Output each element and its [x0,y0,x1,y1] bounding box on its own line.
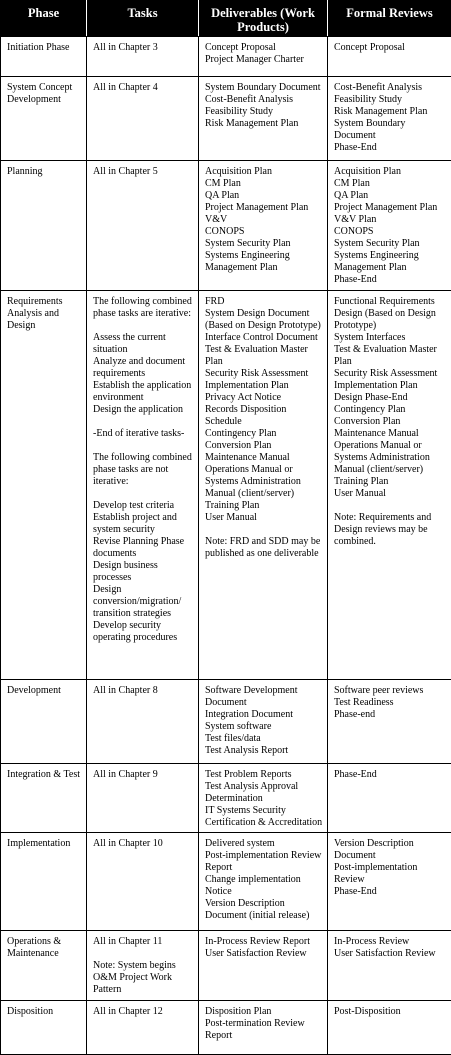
deliverable-line: Interface Control Document [205,332,323,344]
table-row [1,764,451,833]
task-line: Develop test criteria [93,500,194,512]
deliverables-cell [199,764,328,833]
review-line: Cost-Benefit Analysis [334,82,447,94]
deliverable-line: System Boundary Document Cost-Benefit Analysis [205,82,323,106]
formal-reviews-cell [328,161,451,291]
phase-name: Operations & Maintenance [7,936,82,960]
review-line: System Boundary Document [334,118,447,142]
deliverables-cell [199,291,328,680]
deliverables-cell [199,833,328,931]
formal-reviews-cell [328,680,451,764]
header-phase: Phase [1,1,87,37]
deliverable-line: User Satisfaction Review [205,948,323,960]
phase-cell [1,37,87,77]
review-line: Concept Proposal [334,42,447,54]
table-row [1,931,451,1001]
deliverable-line: Version Description Document (initial release) [205,898,323,922]
deliverable-line: Contingency Plan [205,428,323,440]
task-line: Establish project and system security [93,512,194,536]
phase-cell [1,77,87,161]
deliverable-line: Note: FRD and SDD may be published as one deliverable [205,536,323,560]
tasks-cell [87,833,199,931]
review-line: System Interfaces [334,332,447,344]
review-line: In-Process Review [334,936,447,948]
task-line: All in Chapter 9 [93,769,194,781]
spacer [93,488,194,500]
phase-cell [1,1001,87,1055]
formal-reviews-cell [328,833,451,931]
table-row [1,77,451,161]
formal-reviews-cell [328,764,451,833]
review-line: Version Description Document [334,838,447,862]
task-line: Design the application [93,404,194,416]
review-line: Post-Disposition [334,1006,447,1018]
deliverable-line: CM Plan [205,178,323,190]
task-line: Design business processes [93,560,194,584]
task-line: -End of iterative tasks- [93,428,194,440]
deliverables-cell [199,680,328,764]
deliverable-line: Operations Manual or Systems Administration Manual (client/server) [205,464,323,500]
task-line: Establish the application environment [93,380,194,404]
review-line: Security Risk Assessment [334,368,447,380]
table-header [1,1,451,37]
deliverable-line: Concept Proposal [205,42,323,54]
deliverable-line: Privacy Act Notice [205,392,323,404]
review-line: Operations Manual or Systems Administration Manual (client/server) [334,440,447,476]
table-row [1,37,451,77]
deliverables-cell [199,37,328,77]
phase-cell [1,764,87,833]
task-line: All in Chapter 10 [93,838,194,850]
deliverable-line: QA Plan [205,190,323,202]
phase-name: Planning [7,166,82,178]
review-line: CONOPS [334,226,447,238]
review-line: V&V Plan [334,214,447,226]
table-row [1,291,451,680]
deliverables-cell [199,1001,328,1055]
deliverable-line: In-Process Review Report [205,936,323,948]
deliverable-line: Test Analysis Report [205,745,323,757]
task-line: Assess the current situation [93,332,194,356]
deliverable-line: Systems Engineering Management Plan [205,250,323,274]
phase-cell [1,931,87,1001]
deliverable-line: Delivered system [205,838,323,850]
phase-name: Requirements Analysis and Design [7,296,82,332]
review-line: User Manual [334,488,447,500]
deliverable-line: System Design Document (Based on Design Prototype) [205,308,323,332]
formal-reviews-cell [328,1001,451,1055]
task-line: The following combined phase tasks are not iterative: [93,452,194,488]
spacer [93,948,194,960]
review-line: Post-implementation Review [334,862,447,886]
phase-name: Integration & Test [7,769,82,781]
phase-cell [1,833,87,931]
deliverable-line: Conversion Plan [205,440,323,452]
review-line: Risk Management Plan [334,106,447,118]
header-row [1,1,451,37]
deliverable-line: Risk Management Plan [205,118,323,130]
phase-cell [1,680,87,764]
deliverable-line: V&V [205,214,323,226]
task-line: Analyze and document requirements [93,356,194,380]
formal-reviews-cell [328,931,451,1001]
phase-cell [1,291,87,680]
deliverable-line: Maintenance Manual [205,452,323,464]
review-line: Maintenance Manual [334,428,447,440]
spacer [205,524,323,536]
deliverable-line: Test files/data [205,733,323,745]
phase-name: Disposition [7,1006,82,1018]
deliverable-line: Implementation Plan [205,380,323,392]
review-line: Phase-End [334,769,447,781]
task-line: All in Chapter 4 [93,82,194,94]
tasks-cell [87,764,199,833]
deliverables-cell [199,931,328,1001]
task-line: Design conversion/migration/ transition strategies [93,584,194,620]
header-formal-reviews: Formal Reviews [328,1,451,37]
review-line: Phase-End [334,274,447,286]
review-line: QA Plan [334,190,447,202]
task-line: Develop security operating procedures [93,620,194,644]
phase-name: Implementation [7,838,82,850]
task-line: All in Chapter 8 [93,685,194,697]
tasks-cell [87,680,199,764]
table-row [1,833,451,931]
review-line: Implementation Plan [334,380,447,392]
tasks-cell [87,77,199,161]
review-line: Software peer reviews [334,685,447,697]
deliverables-cell [199,77,328,161]
review-line: Training Plan [334,476,447,488]
tasks-cell [87,161,199,291]
deliverable-line: Change implementation Notice [205,874,323,898]
task-line: All in Chapter 12 [93,1006,194,1018]
deliverable-line: Disposition Plan [205,1006,323,1018]
review-line: Test Readiness [334,697,447,709]
review-line: Design Phase-End [334,392,447,404]
review-line: Contingency Plan [334,404,447,416]
review-line: Systems Engineering Management Plan [334,250,447,274]
formal-reviews-cell [328,77,451,161]
header-deliverables: Deliverables (Work Products) [199,1,328,37]
review-line: User Satisfaction Review [334,948,447,960]
review-line: Feasibility Study [334,94,447,106]
deliverable-line: Test Analysis Approval Determination [205,781,323,805]
deliverable-line: Test Problem Reports [205,769,323,781]
deliverable-line: Acquisition Plan [205,166,323,178]
deliverable-line: User Manual [205,512,323,524]
review-line: Phase-End [334,142,447,154]
review-line: CM Plan [334,178,447,190]
deliverable-line: Project Manager Charter [205,54,323,66]
phase-name: Development [7,685,82,697]
deliverable-line: Project Management Plan [205,202,323,214]
spacer [93,440,194,452]
review-line: Acquisition Plan [334,166,447,178]
table-row [1,161,451,291]
review-line: Phase-end [334,709,447,721]
tasks-cell [87,291,199,680]
deliverable-line: Post-termination Review Report [205,1018,323,1042]
review-line: Phase-End [334,886,447,898]
review-line: Project Management Plan [334,202,447,214]
deliverable-line: Feasibility Study [205,106,323,118]
spacer [93,416,194,428]
table-row [1,680,451,764]
spacer [93,320,194,332]
deliverable-line: Post-implementation Review Report [205,850,323,874]
task-line: Note: System begins O&M Project Work Pattern [93,960,194,996]
formal-reviews-cell [328,291,451,680]
tasks-cell [87,1001,199,1055]
deliverable-line: Integration Document [205,709,323,721]
deliverable-line: System Security Plan [205,238,323,250]
phase-name: Initiation Phase [7,42,82,54]
deliverable-line: FRD [205,296,323,308]
header-tasks: Tasks [87,1,199,37]
review-line: Test & Evaluation Master Plan [334,344,447,368]
deliverables-cell [199,161,328,291]
task-line: All in Chapter 11 [93,936,194,948]
task-line: All in Chapter 3 [93,42,194,54]
review-line: Note: Requirements and Design reviews may be combined. [334,512,447,548]
formal-reviews-cell [328,37,451,77]
table-row [1,1001,451,1055]
tasks-cell [87,931,199,1001]
deliverable-line: IT Systems Security Certification & Accreditation [205,805,323,829]
tasks-cell [87,37,199,77]
deliverable-line: Software Development Document [205,685,323,709]
task-line: All in Chapter 5 [93,166,194,178]
phase-cell [1,161,87,291]
task-line: Revise Planning Phase documents [93,536,194,560]
deliverable-line: Records Disposition Schedule [205,404,323,428]
table-body [1,37,451,1055]
deliverable-line: Training Plan [205,500,323,512]
spacer [334,500,447,512]
review-line: System Security Plan [334,238,447,250]
deliverable-line: Test & Evaluation Master Plan [205,344,323,368]
deliverable-line: CONOPS [205,226,323,238]
review-line: Functional Requirements Design (Based on Design Prototype) [334,296,447,332]
deliverable-line: System software [205,721,323,733]
deliverable-line: Security Risk Assessment [205,368,323,380]
phase-name: System Concept Development [7,82,82,106]
review-line: Conversion Plan [334,416,447,428]
task-line: The following combined phase tasks are iterative: [93,296,194,320]
